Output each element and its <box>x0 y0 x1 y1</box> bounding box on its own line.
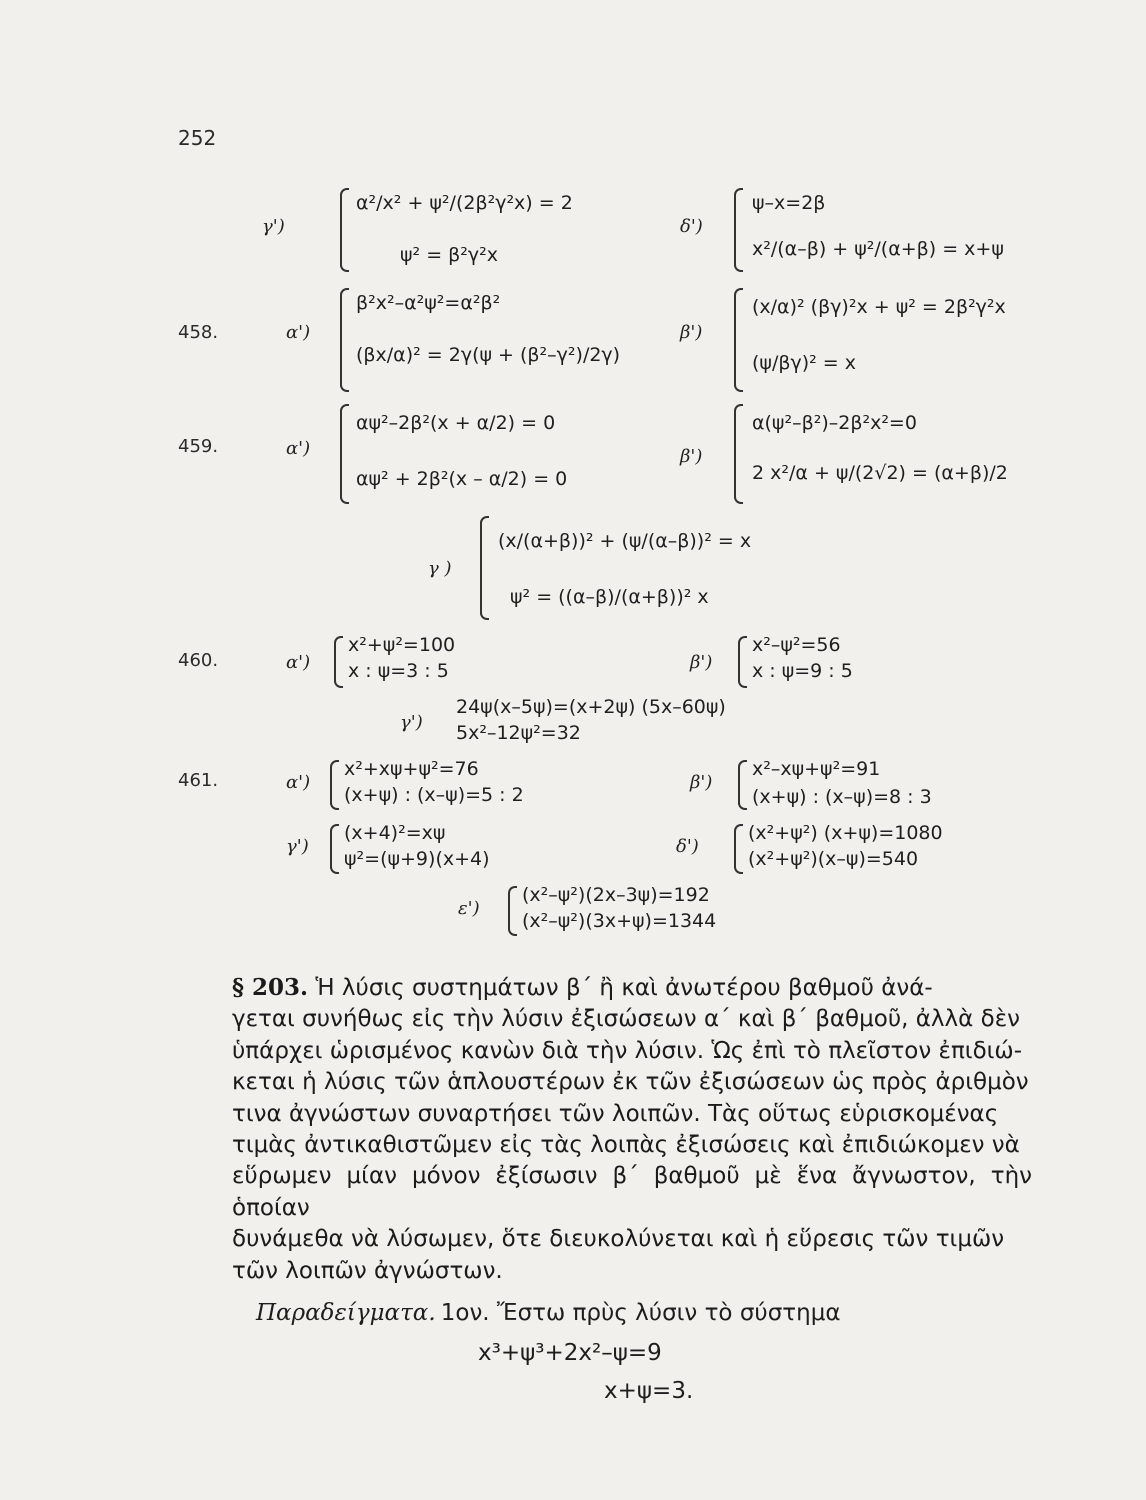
system-brace <box>340 288 349 392</box>
equation: α²/x² + ψ²/(2β²γ²x) = 2 <box>356 192 573 214</box>
equation: (x/(α+β))² + (ψ/(α–β))² = x <box>498 530 752 552</box>
example-equation: x³+ψ³+2x²–ψ=9 <box>478 1340 662 1366</box>
equation: x²/(α–β) + ψ²/(α+β) = x+ψ <box>752 238 1004 260</box>
system-label-alpha: α') <box>286 322 311 343</box>
equation: (βx/α)² = 2γ(ψ + (β²–γ²)/2γ) <box>356 344 621 366</box>
paragraph-line: τινα ἀγνώστων συναρτήσει τῶν λοιπῶν. Τὰς οὕτως εὑρισκομένας <box>232 1100 999 1127</box>
system-brace <box>340 404 349 504</box>
system-label-delta: δ') <box>680 216 703 237</box>
system-label-beta: β') <box>690 772 713 793</box>
equation: α(ψ²–β²)–2β²x²=0 <box>752 412 917 434</box>
section-mark: § 203. <box>232 974 309 1001</box>
system-brace <box>734 188 743 272</box>
system-brace <box>738 636 747 688</box>
system-label-gamma: γ') <box>286 836 309 857</box>
equation: ψ² = ((α–β)/(α+β))² x <box>510 586 709 608</box>
equation: ψ² = β²γ²x <box>400 244 498 266</box>
equation: ψ²=(ψ+9)(x+4) <box>344 848 490 870</box>
paragraph-line: κεται ἡ λύσις τῶν ἁπλουστέρων ἐκ τῶν ἐξισώσεων ὡς πρὸς ἀριθμὸν <box>232 1069 1029 1096</box>
equation: x²+ψ²=100 <box>348 634 456 656</box>
equation: (ψ/βγ)² = x <box>752 352 856 374</box>
equation: (x²–ψ²)(3x+ψ)=1344 <box>522 910 717 932</box>
equation: x²+xψ+ψ²=76 <box>344 758 479 780</box>
equation: x²–ψ²=56 <box>752 634 841 656</box>
paragraph-line: δυνάμεθα νὰ λύσωμεν, ὅτε διευκολύνεται καὶ ἡ εὕρεσις τῶν τιμῶν <box>232 1226 1005 1253</box>
equation: x : ψ=9 : 5 <box>752 660 853 682</box>
system-label-delta: δ') <box>676 836 699 857</box>
example-title: Παραδείγματα. <box>256 1300 436 1326</box>
system-brace <box>340 188 349 272</box>
example-heading <box>256 1300 841 1326</box>
system-label-beta: β') <box>680 446 703 467</box>
equation: 5x²–12ψ²=32 <box>456 722 581 744</box>
equation: 2 x²/α + ψ/(2√2) = (α+β)/2 <box>752 462 1008 484</box>
equation: ψ–x=2β <box>752 192 826 214</box>
system-brace <box>734 404 743 504</box>
paragraph-line: τῶν λοιπῶν ἀγνώστων. <box>232 1257 503 1284</box>
paragraph-line: τιμὰς ἀντικαθιστῶμεν εἰς τὰς λοιπὰς ἐξισώσεις καὶ ἐπιδιώκομεν νὰ <box>232 1132 1020 1159</box>
paragraph-line <box>232 972 1032 1004</box>
system-label-alpha: α') <box>286 772 311 793</box>
system-brace <box>734 824 743 874</box>
exercise-number: 458. <box>178 322 219 343</box>
equation: β²x²–α²ψ²=α²β² <box>356 292 501 314</box>
equation: (x²–ψ²)(2x–3ψ)=192 <box>522 884 710 906</box>
system-brace <box>734 288 743 392</box>
system-brace <box>330 760 339 810</box>
equation: (x+ψ) : (x–ψ)=5 : 2 <box>344 784 524 806</box>
equation: αψ²–2β²(x + α/2) = 0 <box>356 412 556 434</box>
system-label-beta: β') <box>690 652 713 673</box>
system-label-beta: β') <box>680 322 703 343</box>
paragraph-text: Ἡ λύσις συστημάτων β΄ ἢ καὶ ἀνωτέρου βαθμοῦ ἀνά- <box>315 975 933 1001</box>
equation: (x+ψ) : (x–ψ)=8 : 3 <box>752 786 932 808</box>
equation: αψ² + 2β²(x – α/2) = 0 <box>356 468 568 490</box>
system-label-alpha: α') <box>286 652 311 673</box>
example-equation: x+ψ=3. <box>604 1378 694 1404</box>
paragraph-line: ὑπάρχει ὡρισμένος κανὼν διὰ τὴν λύσιν. Ὡς ἐπὶ τὸ πλεῖστον ἐπιδιώ- <box>232 1037 1022 1064</box>
exercise-number: 461. <box>178 770 219 791</box>
system-brace <box>330 824 339 874</box>
equation: 24ψ(x–5ψ)=(x+2ψ) (5x–60ψ) <box>456 696 726 718</box>
paragraph-line: εὕρωμεν μίαν μόνον ἐξίσωσιν β΄ βαθμοῦ μὲ ἕνα ἄγνωστον, τὴν ὁποίαν <box>232 1163 1032 1221</box>
system-label-gamma: γ') <box>400 712 423 733</box>
equation: x²–xψ+ψ²=91 <box>752 758 881 780</box>
section-paragraph <box>232 972 1032 1287</box>
exercise-number: 459. <box>178 436 219 457</box>
equation: (x/α)² (βγ)²x + ψ² = 2β²γ²x <box>752 296 1006 318</box>
example-intro: 1ον. Ἔστω πρὺς λύσιν τὸ σύστημα <box>440 1300 841 1326</box>
system-label-alpha: α') <box>286 438 311 459</box>
exercise-number: 460. <box>178 650 219 671</box>
equation: x : ψ=3 : 5 <box>348 660 449 682</box>
paragraph-line: γεται συνήθως εἰς τὴν λύσιν ἐξισώσεων α΄ καὶ β΄ βαθμοῦ, ἀλλὰ δὲν <box>232 1006 1020 1033</box>
system-label-epsilon: ε') <box>458 898 480 919</box>
system-label-gamma: γ ) <box>428 558 452 579</box>
page-number: 252 <box>178 126 217 150</box>
system-brace <box>334 636 343 688</box>
system-brace <box>480 516 489 620</box>
equation: (x+4)²=xψ <box>344 822 446 844</box>
system-label-gamma: γ') <box>262 216 285 237</box>
equation: (x²+ψ²) (x+ψ)=1080 <box>748 822 943 844</box>
equation: (x²+ψ²)(x–ψ)=540 <box>748 848 919 870</box>
system-brace <box>738 760 747 810</box>
system-brace <box>508 886 517 936</box>
